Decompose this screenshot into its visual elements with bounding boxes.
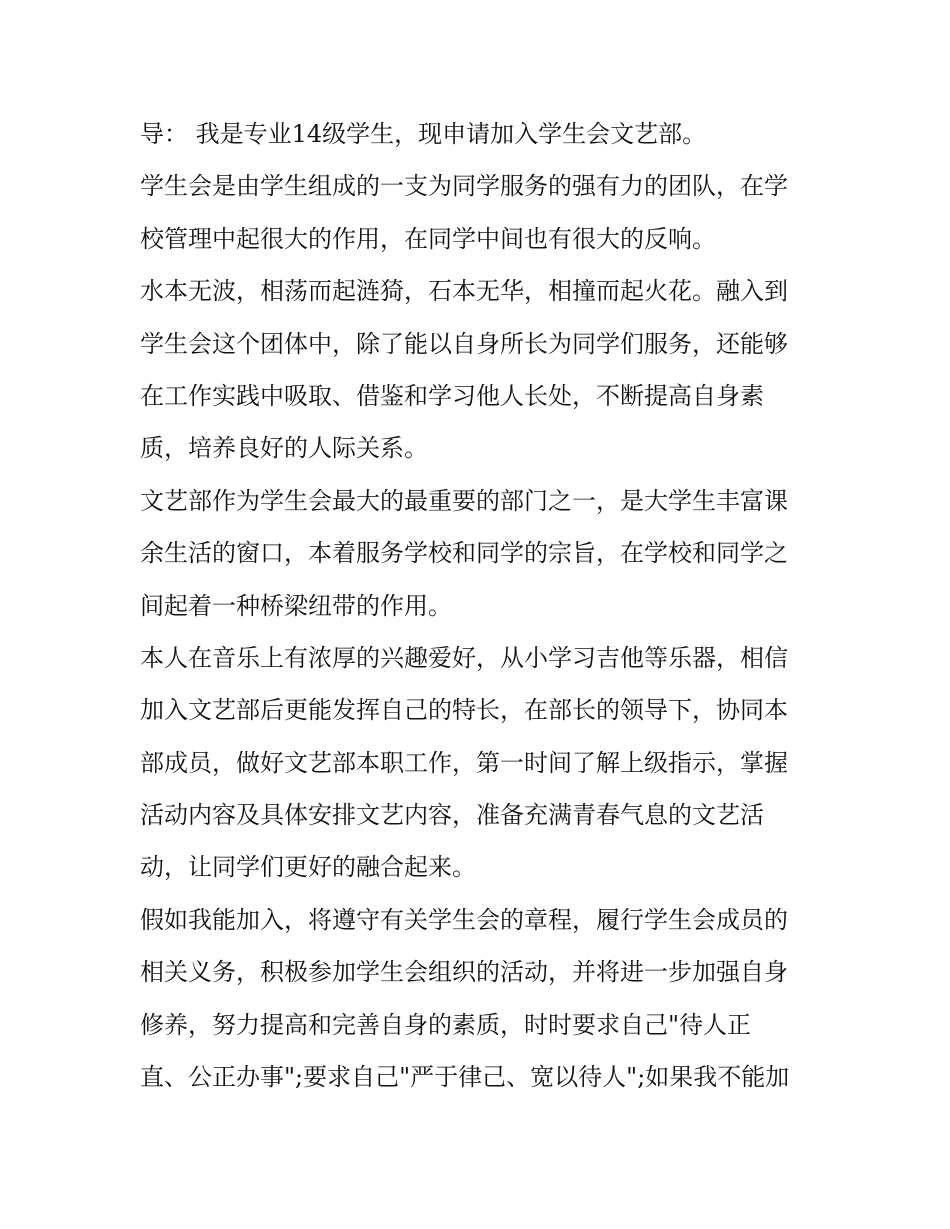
text-line-17: 相关义务，积极参加学生会组织的活动，并将进一步加强自身 bbox=[140, 958, 788, 987]
text-line-1: 导： 我是专业14级学生，现申请加入学生会文艺部。 bbox=[140, 120, 707, 148]
text-line-8: 文艺部作为学生会最大的最重要的部门之一，是大学生丰富课 bbox=[140, 486, 788, 515]
text-line-11: 本人在音乐上有浓厚的兴趣爱好，从小学习吉他等乐器，相信 bbox=[140, 643, 788, 672]
text-line-19: 直、公正办事";要求自己"严于律己、宽以待人";如果我不能加 bbox=[140, 1063, 790, 1092]
text-line-14: 活动内容及具体安排文艺内容，准备充满青春气息的文艺活 bbox=[140, 801, 764, 830]
text-line-5: 学生会这个团体中，除了能以自身所长为同学们服务，还能够 bbox=[140, 329, 788, 358]
text-line-2: 学生会是由学生组成的一支为同学服务的强有力的团队，在学 bbox=[140, 172, 788, 201]
text-line-16: 假如我能加入，将遵守有关学生会的章程，履行学生会成员的 bbox=[140, 905, 788, 934]
text-line-13: 部成员，做好文艺部本职工作，第一时间了解上级指示，掌握 bbox=[140, 748, 788, 777]
text-line-7: 质，培养良好的人际关系。 bbox=[140, 434, 428, 463]
text-line-10: 间起着一种桥梁纽带的作用。 bbox=[140, 591, 452, 620]
text-line-9: 余生活的窗口，本着服务学校和同学的宗旨，在学校和同学之 bbox=[140, 539, 788, 568]
text-line-4: 水本无波，相荡而起涟猗，石本无华，相撞而起火花。融入到 bbox=[140, 277, 788, 306]
text-line-6: 在工作实践中吸取、借鉴和学习他人长处，不断提高自身素 bbox=[140, 381, 764, 410]
text-line-18: 修养，努力提高和完善自身的素质，时时要求自己"待人正 bbox=[140, 1010, 752, 1039]
document-body bbox=[140, 108, 820, 1103]
text-line-15: 动，让同学们更好的融合起来。 bbox=[140, 853, 476, 882]
text-line-12: 加入文艺部后更能发挥自己的特长，在部长的领导下，协同本 bbox=[140, 696, 788, 725]
text-line-3: 校管理中起很大的作用，在同学中间也有很大的反响。 bbox=[140, 224, 716, 253]
